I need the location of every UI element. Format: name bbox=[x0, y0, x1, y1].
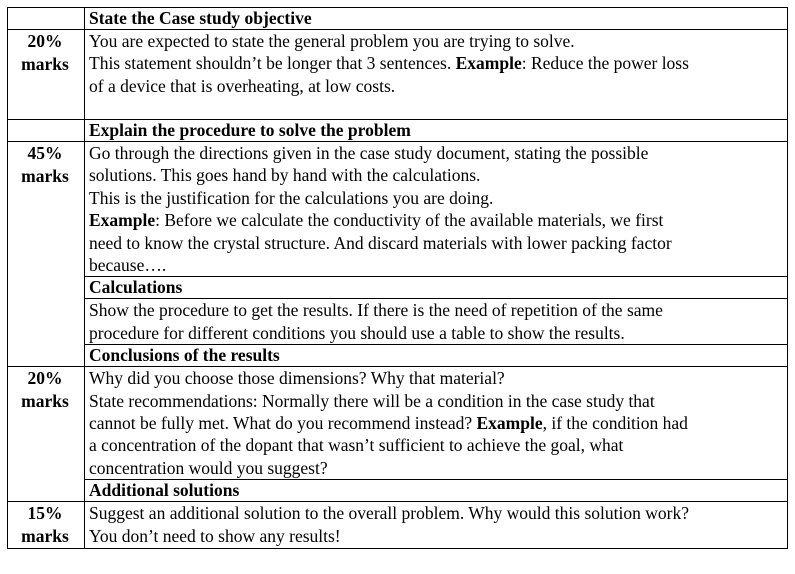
subsection-heading: Calculations bbox=[85, 277, 788, 299]
section-additional-heading-row bbox=[8, 480, 788, 502]
section-description bbox=[85, 502, 788, 549]
description-line: because…. bbox=[89, 255, 167, 276]
section-heading: Conclusions of the results bbox=[85, 345, 788, 367]
marks-percent: 20% bbox=[27, 368, 63, 389]
example-label: Example bbox=[455, 53, 522, 74]
grading-rubric-table bbox=[7, 7, 788, 549]
example-label: Example bbox=[476, 413, 543, 434]
description-line: of a device that is overheating, at low costs. bbox=[89, 75, 396, 96]
description-line: You are expected to state the general problem you are trying to solve. bbox=[89, 31, 575, 51]
marks-percent: 45% bbox=[27, 143, 63, 163]
section-heading: Explain the procedure to solve the problem bbox=[85, 120, 788, 142]
description-line: a concentration of the dopant that wasn’t sufficient to achieve the goal, what bbox=[89, 435, 624, 456]
description-line: need to know the crystal structure. And discard materials with lower packing factor bbox=[89, 232, 672, 253]
section-additional-body-row bbox=[8, 502, 788, 549]
example-label: Example bbox=[89, 210, 156, 231]
section-description bbox=[85, 142, 788, 277]
description-line: State recommendations: Normally there will be a condition in the case study that bbox=[89, 390, 655, 411]
description-line: procedure for different conditions you should use a table to show the results. bbox=[89, 322, 625, 343]
marks-label: marks bbox=[21, 166, 69, 186]
section-conclusions-body-row bbox=[8, 367, 788, 480]
description-line: Go through the directions given in the case study document, stating the possible bbox=[89, 143, 649, 163]
subsection-description bbox=[85, 299, 788, 345]
marks-percent: 15% bbox=[27, 503, 63, 524]
description-line: This statement shouldn’t be longer that 3 sentences. Example: Reduce the power loss bbox=[89, 53, 689, 74]
description-line: Why did you choose those dimensions? Why that material? bbox=[89, 368, 505, 389]
marks-cell bbox=[8, 502, 85, 549]
section-objective-heading-row bbox=[8, 8, 788, 30]
marks-cell bbox=[8, 30, 85, 120]
marks-cell bbox=[8, 142, 85, 367]
description-line: Show the procedure to get the results. If there is the need of repetition of the same bbox=[89, 300, 663, 321]
description-line: solutions. This goes hand by hand with the calculations. bbox=[89, 165, 481, 186]
marks-label: marks bbox=[21, 391, 69, 412]
section-objective-body-row bbox=[8, 30, 788, 120]
marks-cell-empty bbox=[8, 120, 85, 142]
section-description bbox=[85, 30, 788, 120]
marks-label: marks bbox=[21, 526, 69, 547]
marks-label: marks bbox=[21, 54, 69, 74]
marks-cell-empty bbox=[8, 8, 85, 30]
description-line: You don’t need to show any results! bbox=[89, 525, 341, 546]
description-line: cannot be fully met. What do you recommend instead? Example, if the condition had bbox=[89, 413, 688, 434]
description-line: This is the justification for the calculations you are doing. bbox=[89, 187, 494, 208]
section-description bbox=[85, 367, 788, 480]
marks-percent: 20% bbox=[27, 31, 63, 51]
section-procedure-heading-row bbox=[8, 120, 788, 142]
marks-cell bbox=[8, 367, 85, 502]
subsection-calculations-heading-row bbox=[8, 277, 788, 299]
description-line: concentration would you suggest? bbox=[89, 457, 328, 478]
section-heading: Additional solutions bbox=[85, 480, 788, 502]
subsection-calculations-body-row bbox=[8, 299, 788, 345]
description-line: Example: Before we calculate the conductivity of the available materials, we first bbox=[89, 210, 664, 231]
section-conclusions-heading-row bbox=[8, 345, 788, 367]
section-heading: State the Case study objective bbox=[85, 8, 788, 30]
section-procedure-body-row bbox=[8, 142, 788, 277]
description-line: Suggest an additional solution to the overall problem. Why would this solution work? bbox=[89, 503, 689, 524]
